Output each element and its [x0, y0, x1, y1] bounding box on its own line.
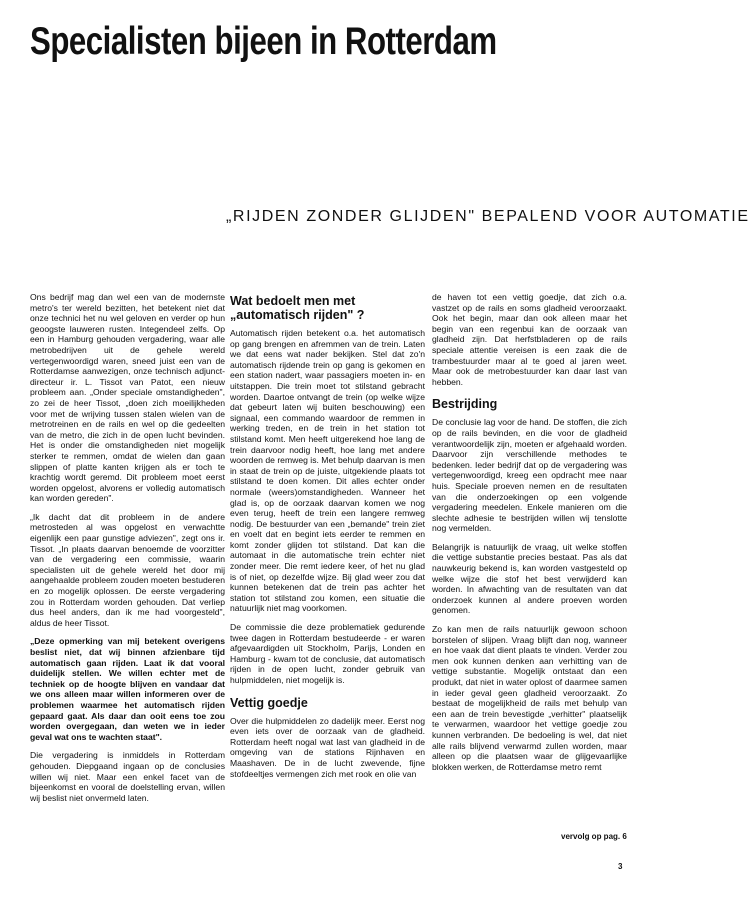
column-1: [30, 292, 225, 811]
paragraph: Over die hulpmiddelen zo dadelijk meer. Eerst nog even iets over de oorzaak van de gladheid. Rotterdam heeft nogal wat last van gladheid in de omgeving van de stations Rijnhaven en Maashaven. De in de lucht zwevende, fijne stofdeeltjes vermengen zich met rook en olie van: [230, 715, 425, 779]
column-2: [230, 292, 425, 787]
article-subtitle: „RIJDEN ZONDER GLIJDEN" BEPALEND VOOR AUTOMATIE: [226, 208, 750, 225]
section-heading-automatic-driving: Wat bedoelt men met „automatisch rijden" ?: [230, 294, 365, 322]
section-heading-bestrijding: Bestrijding: [432, 397, 498, 412]
paragraph: Automatisch rijden betekent o.a. het automatisch op gang brengen en afremmen van de trein. Laten we dat eens wat nader bekijken. Stel dat zo'n automatisch rijdende trein op gang is gekomen en een station nadert, waar passagiers moeten in- en uitstappen. Die trein moet tot stilstand gebracht worden. Daartoe ontvangt de trein (op welke wijze dat gebeurt laten wij buiten beschouwing) een signaal, een commando waardoor de remmen in werking treden, en de trein in het station tot stilstand komt. Men heeft uitgerekend hoe lang de trein daarvoor nodig heeft, hoe lang met andere woorden de remweg is. Met behulp daarvan is men in staat de trein op de juiste, uitgekiende plaats tot stilstand te doen komen. Dit alles echter onder normale (weers)omstandigheden. Wanneer het glad is, op de oorzaak daarvan komen we nog even terug, heeft de trein een langere remweg nodig. De bestuurder van een „bemande" trein ziet en voelt dat en begint iets eerder te remmen en komt zonder glijden tot stilstand. Dat kan die automaat in die automatische trein echter niet zonder meer. Die remt iedere keer, of het nu glad is of niet, op dezelfde wijze. Bij glad weer zou dat kunnen betekenen dat de trein pas achter het station tot stilstand zou komen, een situatie die natuurlijk niet mag voorkomen.: [230, 328, 425, 614]
paragraph: Belangrijk is natuurlijk de vraag, uit welke stoffen die vettige substantie precies bestaat. Pas als dat nauwkeurig bekend is, kan worden vastgesteld op welke wijze die stof het best verwijderd kan worden. In afwachting van de resultaten van dat onderzoek kunnen al andere proeven worden genomen.: [432, 541, 627, 616]
paragraph: De commissie die deze problematiek gedurende twee dagen in Rotterdam bestudeerde - er waren afgevaardigden uit Stockholm, Parijs, Londen en Hamburg - kwam tot de conclusie, dat automatisch rijden in de open lucht, zonder gebruik van hulpmiddelen, niet mogelijk is.: [230, 622, 425, 685]
paragraph: Zo kan men de rails natuurlijk gewoon schoon borstelen of slijpen. Vraag blijft dan nog, wanneer en hoe vaak dat dient plaats te vinden. Verder zou men ook kunnen denken aan verhitting van de vettige substantie. Mogelijk ontstaat dan een produkt, dat niet in water oplost of daarmee samen in ieder geval geen gladheid veroorzaakt. Zo bestaat de mogelijkheid de rails met behulp van een aan de trein bevestigde „verhitter" plaatselijk te verwarmen, waardoor het vettige goedje zou kunnen verbranden. De bedoeling is wel, dat niet alle rails blijvend verwarmd zullen worden, maar alleen op die plaatsen waar de glijgevaarlijke blokken werken, de Rotterdamse metro remt: [432, 624, 627, 772]
page-number: 3: [618, 862, 623, 871]
article-title: Specialisten bijeen in Rotterdam: [30, 20, 497, 63]
paragraph: De conclusie lag voor de hand. De stoffen, die zich op de rails bevinden, en die voor de gladheid verantwoordelijk zijn, moeten er afgehaald worden. Daarvoor zijn verschillende methodes te bedenken. Ieder bedrijf dat op de vergadering was vertegenwoordigd, kreeg een opdracht mee naar huis. Speciale proeven nemen en de resultaten van die onderzoekingen op een volgende vergadering meedelen. Enkele manieren om die slechte adhesie te bestrijden willen wij tenslotte nog vermelden.: [432, 417, 627, 534]
paragraph: Ons bedrijf mag dan wel een van de modernste metro's ter wereld bezitten, het betekent niet dat onze technici het nu wel geloven en verder op hun geoogste lauweren rusten. Integendeel zelfs. Op een in Hamburg gehouden vergadering, waar alle metrobedrijven uit de gehele wereld vertegenwoordigd waren, sneed juist een van de Rotterdamse aanwezigen, onze technisch adjunct-directeur ir. L. Tissot van Patot, een nieuw probleem aan. „Onder speciale omstandigheden", zo zei de heer Tissot, „doen zich moeilijkheden voor met de wrijving tussen stalen wielen van de metrotreinen en de rails en wel op die gedeelten van de metro, die zich in de open lucht bevinden. Het is onder die omstandigheden niet mogelijk sterker te remmen, omdat de wielen dan gaan slippen of platte kanten krijgen als er toch te krachtig wordt geremd. Dit probleem moet eerst worden opgelost, alvorens er volledig automatisch kan worden gereden".: [30, 292, 225, 504]
paragraph: Die vergadering is inmiddels in Rotterdam gehouden. Diepgaand ingaan op de conclusies willen wij niet. Maar een enkel facet van de bijeenkomst en vooral de doelstelling ervan, willen wij beslist niet onvermeld laten.: [30, 750, 225, 803]
paragraph: „Ik dacht dat dit probleem in de andere metrosteden al was opgelost en verwachtte eigenlijk een paar gunstige adviezen", zegt ons ir. Tissot. „In plaats daarvan benoemde de voorzitter van de vergadering een commissie, waarin specialisten uit de gehele wereld het door mij aangehaalde probleem zouden moeten bestuderen en zo mogelijk oplossen. De eerste vergadering zou in Rotterdam worden gehouden. Dat verliep dus heel anders, dan ik me had voorgesteld", aldus de heer Tissot.: [30, 511, 225, 628]
continued-on-page-note: vervolg op pag. 6: [561, 832, 627, 841]
bold-quote-paragraph: „Deze opmerking van mij betekent overigens beslist niet, dat wij binnen afzienbare tijd automatisch gaan rijden. Laat ik dat vooral duidelijk stellen. We willen echter met de techniek op de hoogte blijven en vandaar dat we ons alleen maar willen informeren over de problemen waarmee het automatisch rijden gepaard gaat. Als daar dan ooit eens toe zou worden overgegaan, dan weten we in ieder geval wat ons te wachten staat".: [30, 636, 225, 742]
column-3: [432, 292, 627, 780]
paragraph: de haven tot een vettig goedje, dat zich o.a. vastzet op de rails en soms gladheid veroorzaakt. Ook het begin, maar dan ook alleen maar het begin van een regenbui kan de oorzaak van gladheid zijn. Dat herfstbladeren op de rails speciale attentie vereisen is een zaak die de trambestuurder maar al te goed al jaren weet. Maar ook de metrobestuurder kan daar last van hebben.: [432, 292, 627, 387]
section-heading-vettig-goedje: Vettig goedje: [230, 695, 308, 710]
